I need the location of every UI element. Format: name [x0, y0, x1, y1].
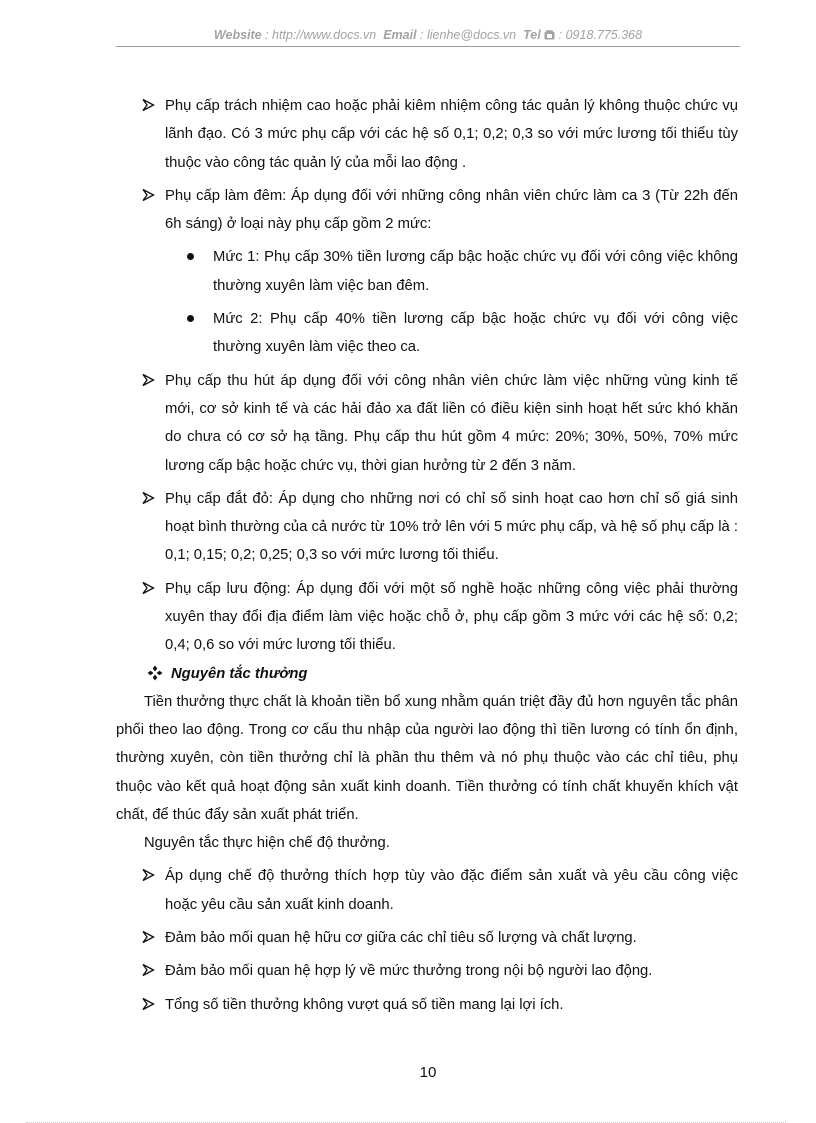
- bullet-dot-icon: [187, 253, 194, 260]
- list-item-thu-hut: [116, 367, 738, 480]
- list-item-text: Phụ cấp lưu động: Áp dụng đối với một số nghề hoặc những công việc phải thường xuyên thay đổi địa điểm làm việc hoặc chỗ ở, phụ cấp gồm 3 mức với các hệ số: 0,2; 0,4; 0,6 so với mức lương tối thiểu.: [165, 580, 738, 654]
- bullet-dot-icon: [187, 315, 194, 322]
- tel-label: Tel: [523, 28, 541, 42]
- section-paragraph: Tiền thưởng thực chất là khoản tiền bổ xung nhằm quán triệt đầy đủ hơn nguyên tắc phân phối theo lao động. Trong cơ cấu thu nhập của người lao động thì tiền lương có tính ổn định, thường xuyên, còn tiền thưởng chỉ là phần thu thêm và nó phụ thuộc vào các chỉ tiêu, phụ thuộc vào kết quả hoạt động sản xuất kinh doanh. Tiền thưởng có tính chất khuyến khích vật chất, để thúc đẩy sản xuất phát triển.: [116, 693, 738, 823]
- tel-separator: :: [555, 28, 566, 42]
- arrowhead-bullet-icon: [141, 930, 155, 944]
- principle-item: [116, 924, 738, 952]
- list-item-text: Phụ cấp đắt đỏ: Áp dụng cho những nơi có chỉ số sinh hoạt cao hơn chỉ số giá sinh hoạt bình thường của cả nước từ 10% trở lên với 5 mức phụ cấp, và hệ số phụ cấp là : 0,1; 0,15; 0,2; 0,25; 0,3 so với mức lương tối thiểu.: [165, 490, 738, 564]
- arrowhead-bullet-icon: [141, 997, 155, 1011]
- email-address[interactable]: lienhe@docs.vn: [427, 28, 517, 42]
- arrowhead-bullet-icon: [141, 963, 155, 977]
- page-header: [116, 28, 740, 47]
- sub-item-text: Mức 2: Phụ cấp 40% tiền lương cấp bậc hoặc chức vụ đối với công việc thường xuyên làm việc theo ca.: [213, 311, 738, 356]
- website-url[interactable]: http://www.docs.vn: [272, 28, 377, 42]
- principle-item: [116, 991, 738, 1019]
- arrowhead-bullet-icon: [141, 581, 155, 595]
- principle-item: [116, 862, 738, 919]
- list-item-text: Phụ cấp làm đêm: Áp dụng đối với những công nhân viên chức làm ca 3 (Từ 22h đến 6h sáng) ở loại này phụ cấp gồm 2 mức:: [165, 187, 738, 233]
- principle-text: Đảm bảo mối quan hệ hữu cơ giữa các chỉ tiêu số lượng và chất lượng.: [165, 930, 637, 947]
- sub-item-muc-1: [116, 243, 738, 300]
- email-label: Email: [383, 28, 417, 42]
- principle-text: Áp dụng chế độ thưởng thích hợp tùy vào đặc điểm sản xuất và yêu cầu công việc hoặc yêu cầu sản xuất kinh doanh.: [165, 868, 738, 913]
- list-item-trach-nhiem: [116, 92, 738, 177]
- arrowhead-bullet-icon: [141, 373, 155, 387]
- list-item-text: Phụ cấp trách nhiệm cao hoặc phải kiêm nhiệm công tác quản lý không thuộc chức vụ lãnh đạo. Có 3 mức phụ cấp với các hệ số 0,1; 0,2; 0,3 so với mức lương tối thiểu tùy thuộc vào công tác quản lý của mỗi lao động .: [165, 98, 738, 171]
- sub-item-muc-2: [116, 305, 738, 362]
- telephone-icon: [544, 28, 555, 42]
- section-heading: [116, 660, 738, 688]
- list-item-text: Phụ cấp thu hút áp dụng đối với công nhân viên chức làm việc những vùng kinh tế mới, cơ sở kinh tế và các hải đảo xa đất liền có điều kiện sinh hoạt hết sức khó khăn do chưa có cơ sở hạ tầng. Phụ cấp thu hút gồm 4 mức: 20%; 30%, 50%, 70% mức lương cấp bậc hoặc chức vụ, thời gian hưởng từ 2 đến 3 năm.: [165, 372, 738, 474]
- tel-number: 0918.775.368: [565, 28, 643, 42]
- section-title: Nguyên tắc thưởng: [171, 665, 308, 682]
- list-item-lam-dem: [116, 182, 738, 239]
- website-separator: :: [261, 28, 273, 42]
- four-diamond-bullet-icon: [147, 665, 163, 681]
- arrowhead-bullet-icon: [141, 98, 155, 112]
- arrowhead-bullet-icon: [141, 868, 155, 882]
- principle-text: Tổng số tiền thưởng không vượt quá số tiền mang lại lợi ích.: [165, 996, 564, 1013]
- sub-item-text: Mức 1: Phụ cấp 30% tiền lương cấp bậc hoặc chức vụ đối với công việc không thường xuyên làm việc ban đêm.: [213, 249, 738, 294]
- list-item-dat-do: [116, 485, 738, 570]
- principles-lead: Nguyên tắc thực hiện chế độ thưởng.: [144, 835, 390, 852]
- arrowhead-bullet-icon: [141, 491, 155, 505]
- website-label: Website: [213, 28, 262, 42]
- arrowhead-bullet-icon: [141, 188, 155, 202]
- list-item-luu-dong: [116, 575, 738, 660]
- email-separator: :: [416, 28, 427, 42]
- principle-text: Đảm bảo mối quan hệ hợp lý về mức thưởng trong nội bộ người lao động.: [165, 963, 653, 980]
- principle-item: [116, 957, 738, 985]
- page-number: 10: [419, 1064, 437, 1081]
- document-body: [116, 92, 738, 1019]
